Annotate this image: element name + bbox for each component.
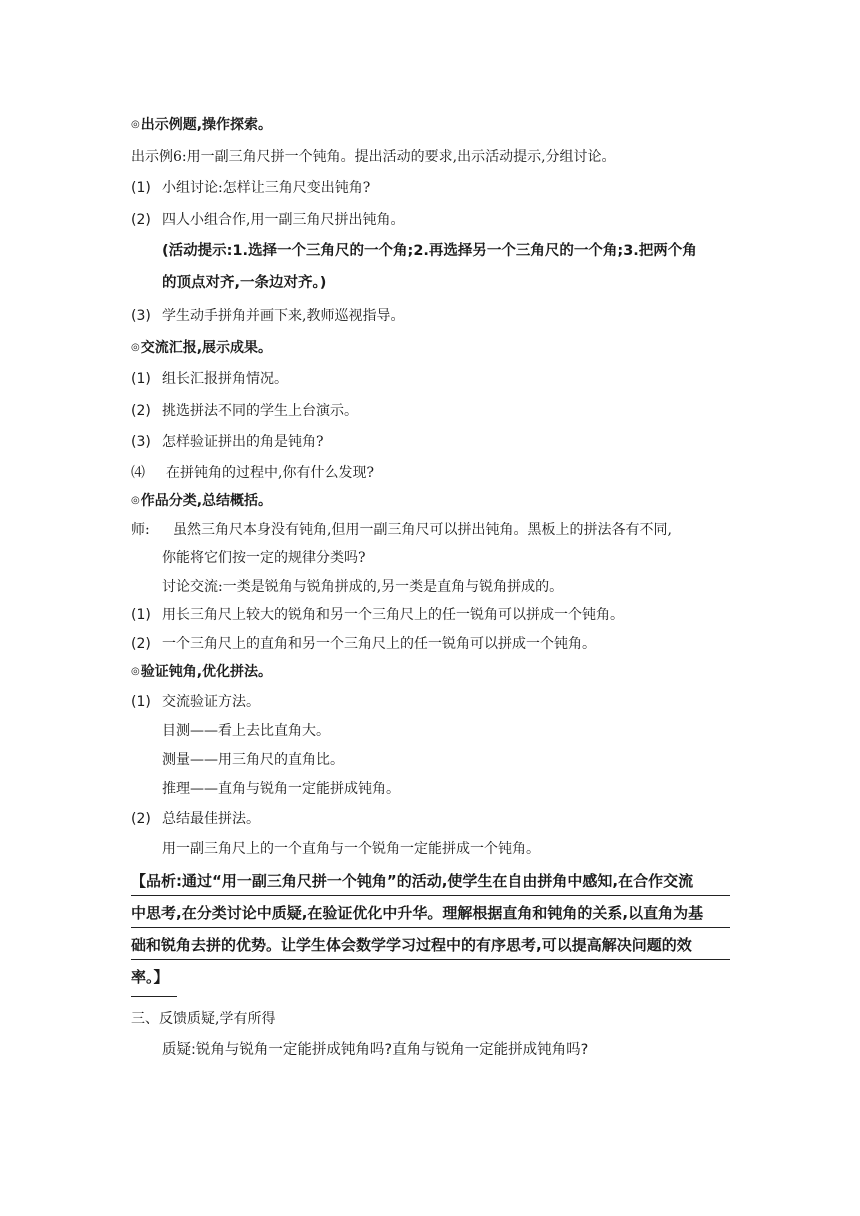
section-heading-5: 三、反馈质疑,学有所得 — [131, 1011, 276, 1027]
commentary-line: 【品析:通过“用一副三角尺拼一个钝角”的活动,使学生在自由拼角中感知,在合作交流 — [131, 872, 694, 890]
underline — [131, 996, 177, 997]
teacher-line-2: 你能将它们按一定的规律分类吗? — [162, 550, 366, 566]
underline — [131, 927, 730, 928]
conclusion-line: 用一副三角尺上的一个直角与一个锐角一定能拼成一个钝角。 — [162, 841, 540, 857]
section-heading-2: ◎交流汇报,展示成果。 — [131, 340, 273, 356]
list-item: (2) 一个三角尺上的直角和另一个三角尺上的任一锐角可以拼成一个钝角。 — [131, 636, 596, 652]
section-heading-1: ◎出示例题,操作探索。 — [131, 117, 273, 133]
section-heading-3: ◎作品分类,总结概括。 — [131, 493, 273, 509]
teacher-line-1: 虽然三角尺本身没有钝角,但用一副三角尺可以拼出钝角。黑板上的拼法各有不同, — [173, 522, 672, 538]
commentary-line: 础和锐角去拼的优势。让学生体会数学学习过程中的有序思考,可以提高解决问题的效 — [131, 936, 692, 954]
method-item: 推理——直角与锐角一定能拼成钝角。 — [162, 781, 400, 797]
list-item: (2) 挑选拼法不同的学生上台演示。 — [131, 403, 358, 419]
bullet-icon: ◎ — [131, 495, 140, 506]
section-heading-4: ◎验证钝角,优化拼法。 — [131, 664, 273, 680]
list-item: (1) 用长三角尺上较大的锐角和另一个三角尺上的任一锐角可以拼成一个钝角。 — [131, 607, 624, 623]
list-item: (2) 总结最佳拼法。 — [131, 811, 260, 827]
commentary-line: 率。】 — [131, 968, 169, 986]
list-item: (3) 怎样验证拼出的角是钝角? — [131, 434, 324, 450]
method-item: 测量——用三角尺的直角比。 — [162, 752, 344, 768]
commentary-line: 中思考,在分类讨论中质疑,在验证优化中升华。理解根据直角和钝角的关系,以直角为基 — [131, 904, 704, 922]
question-line: 质疑:锐角与锐角一定能拼成钝角吗?直角与锐角一定能拼成钝角吗? — [162, 1042, 589, 1058]
teacher-label: 师: — [131, 522, 150, 538]
discussion-line: 讨论交流:一类是锐角与锐角拼成的,另一类是直角与锐角拼成的。 — [162, 579, 564, 595]
activity-tip-line-2: 的顶点对齐,一条边对齐。) — [162, 275, 327, 291]
list-item: ⑷ 在拼钝角的过程中,你有什么发现? — [131, 465, 374, 481]
bullet-icon: ◎ — [131, 666, 140, 677]
bullet-icon: ◎ — [131, 119, 140, 130]
list-item: (1) 交流验证方法。 — [131, 694, 260, 710]
activity-tip-line-1: (活动提示:1.选择一个三角尺的一个角;2.再选择另一个三角尺的一个角;3.把两个角 — [162, 243, 697, 259]
bullet-icon: ◎ — [131, 342, 140, 353]
method-item: 目测——看上去比直角大。 — [162, 723, 330, 739]
underline — [131, 895, 730, 896]
list-item: (2) 四人小组合作,用一副三角尺拼出钝角。 — [131, 212, 405, 228]
list-item: (1) 组长汇报拼角情况。 — [131, 371, 288, 387]
list-item: (3) 学生动手拼角并画下来,教师巡视指导。 — [131, 308, 405, 324]
intro-paragraph: 出示例6:用一副三角尺拼一个钝角。提出活动的要求,出示活动提示,分组讨论。 — [131, 149, 616, 165]
underline — [131, 959, 730, 960]
list-item: (1) 小组讨论:怎样让三角尺变出钝角? — [131, 180, 371, 196]
